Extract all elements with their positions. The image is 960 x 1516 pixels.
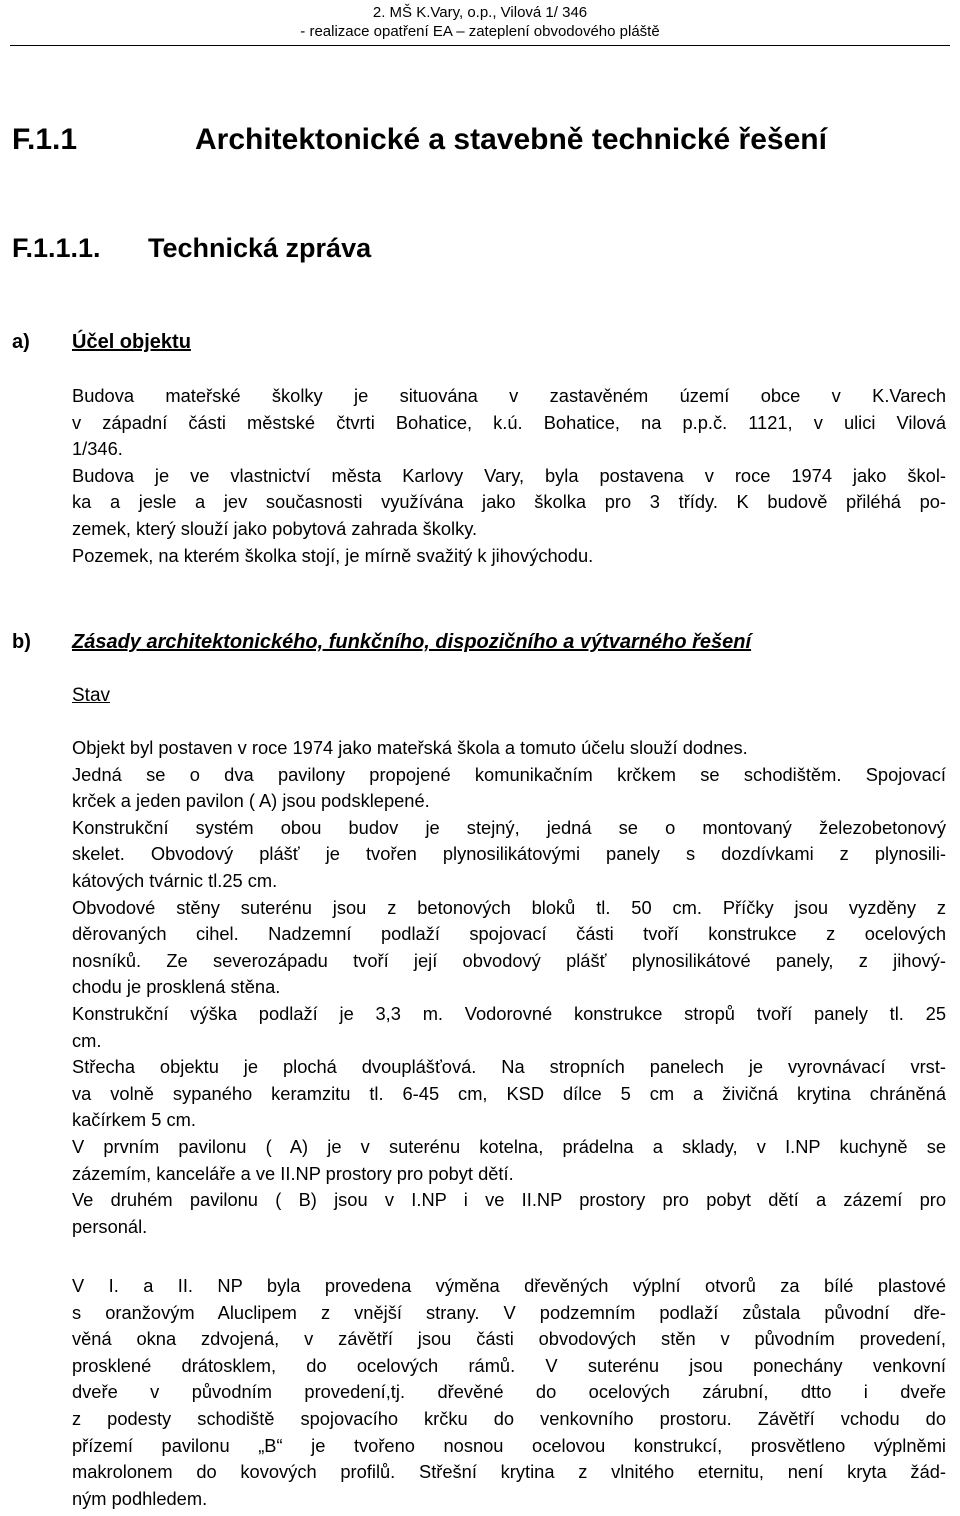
text-line: 1/346. bbox=[72, 438, 123, 460]
heading-2-title: Technická zpráva bbox=[148, 233, 372, 263]
text-line: Konstrukční systém obou budov je stejný, jedná se o montovaný železobetonový bbox=[72, 816, 946, 838]
section-b-letter: b) bbox=[12, 631, 31, 653]
text-line: Ve druhém pavilonu ( B) jsou v I.NP i ve II.NP prostory pro pobyt dětí a zázemí pro bbox=[72, 1189, 946, 1211]
text-line: kačírkem 5 cm. bbox=[72, 1109, 196, 1131]
text-line: Objekt byl postaven v roce 1974 jako mateřská škola a tomuto účelu slouží dodnes. bbox=[72, 737, 748, 758]
header-line-1: 2. MŠ K.Vary, o.p., Vilová 1/ 346 bbox=[372, 4, 588, 21]
text-line: chodu je prosklená stěna. bbox=[72, 976, 281, 998]
section-b-title: Zásady architektonického, funkčního, dispozičního a výtvarného řešení bbox=[72, 631, 752, 653]
text-line: Pozemek, na kterém školka stojí, je mírně svažitý k jihovýchodu. bbox=[72, 544, 594, 566]
text-line: prosklené drátosklem, do ocelových rámů. V suterénu jsou ponechány venkovní bbox=[72, 1354, 946, 1376]
text-line: ným podhledem. bbox=[72, 1487, 208, 1509]
text-line: krček a jeden pavilon ( A) jsou podsklepené. bbox=[72, 790, 430, 812]
header-line-2: - realizace opatření EA – zateplení obvodového pláště bbox=[300, 23, 660, 40]
text-line: cm. bbox=[72, 1029, 102, 1051]
text-line: zázemím, kanceláře a ve II.NP prostory pro pobyt dětí. bbox=[72, 1162, 514, 1184]
heading-2-number: F.1.1.1. bbox=[12, 233, 101, 263]
section-b-body-2 bbox=[72, 1273, 946, 1512]
section-a-letter: a) bbox=[12, 331, 30, 353]
text-line: kátových tvárnic tl.25 cm. bbox=[72, 869, 278, 891]
text-line: va volně sypaného keramzitu tl. 6-45 cm, KSD dílce 5 cm a živičná krytina chráněná bbox=[72, 1082, 946, 1104]
heading-1-title: Architektonické a stavebně technické řešení bbox=[195, 123, 827, 156]
text-line: makrolonem do kovových profilů. Střešní krytina z vlnitého eternitu, není kryta žád- bbox=[72, 1461, 946, 1483]
text-line: ka a jesle a jev současnosti využívána jako školka pro 3 třídy. K budově přiléhá po- bbox=[72, 491, 946, 513]
text-line: Jedná se o dva pavilony propojené komunikačním krčkem se schodištěm. Spojovací bbox=[72, 763, 946, 785]
text-line: Budova je ve vlastnictví města Karlovy Vary, byla postavena v roce 1974 jako škol- bbox=[72, 464, 946, 486]
text-line: věná okna zdvojená, v závětří jsou části obvodových stěn v původním provedení, bbox=[72, 1328, 946, 1350]
text-line: Střecha objektu je plochá dvouplášťová. Na stropních panelech je vyrovnávací vrst- bbox=[72, 1056, 946, 1078]
section-b-body-1 bbox=[72, 735, 946, 1240]
text-line: v západní části městské čtvrti Bohatice, k.ú. Bohatice, na p.p.č. 1121, v ulici Vilová bbox=[72, 411, 946, 433]
text-line: s oranžovým Aluclipem z vnější strany. V podzemním podlaží zůstala původní dře- bbox=[72, 1301, 946, 1323]
section-a-title: Účel objektu bbox=[72, 331, 191, 353]
text-line: Budova mateřské školky je situována v zastavěném území obce v K.Varech bbox=[72, 385, 946, 406]
text-line: V prvním pavilonu ( A) je v suterénu kotelna, prádelna a sklady, v I.NP kuchyně se bbox=[72, 1135, 946, 1157]
text-line: z podesty schodiště spojovacího krčku do venkovního prostoru. Závětří vchodu do bbox=[72, 1407, 946, 1429]
text-line: Obvodové stěny suterénu jsou z betonových bloků tl. 50 cm. Příčky jsou vyzděny z bbox=[72, 896, 946, 918]
text-line: skelet. Obvodový plášť je tvořen plynosilikátovými panely s dozdívkami z plynosili- bbox=[72, 843, 946, 865]
text-line: děrovaných cihel. Nadzemní podlaží spojovací části tvoří konstrukce z ocelových bbox=[72, 923, 946, 945]
section-b-subheading: Stav bbox=[72, 685, 111, 706]
text-line: V I. a II. NP byla provedena výměna dřevěných výplní otvorů za bílé plastové bbox=[72, 1275, 946, 1296]
text-line: zemek, který slouží jako pobytová zahrada školky. bbox=[72, 517, 478, 539]
heading-1-number: F.1.1 bbox=[12, 123, 78, 156]
text-line: dveře v původním provedení,tj. dřevěné do ocelových zárubní, dtto i dveře bbox=[72, 1381, 946, 1403]
text-line: přízemí pavilonu „B“ je tvořeno nosnou ocelovou konstrukcí, prosvětleno výplněmi bbox=[72, 1434, 946, 1456]
text-line: Konstrukční výška podlaží je 3,3 m. Vodorovné konstrukce stropů tvoří panely tl. 25 bbox=[72, 1002, 946, 1024]
header-divider bbox=[10, 45, 950, 46]
text-line: nosníků. Ze severozápadu tvoří její obvodový plášť plynosilikátové panely, z jihový- bbox=[72, 949, 946, 971]
text-line: personál. bbox=[72, 1215, 148, 1237]
section-a-body bbox=[72, 383, 946, 569]
